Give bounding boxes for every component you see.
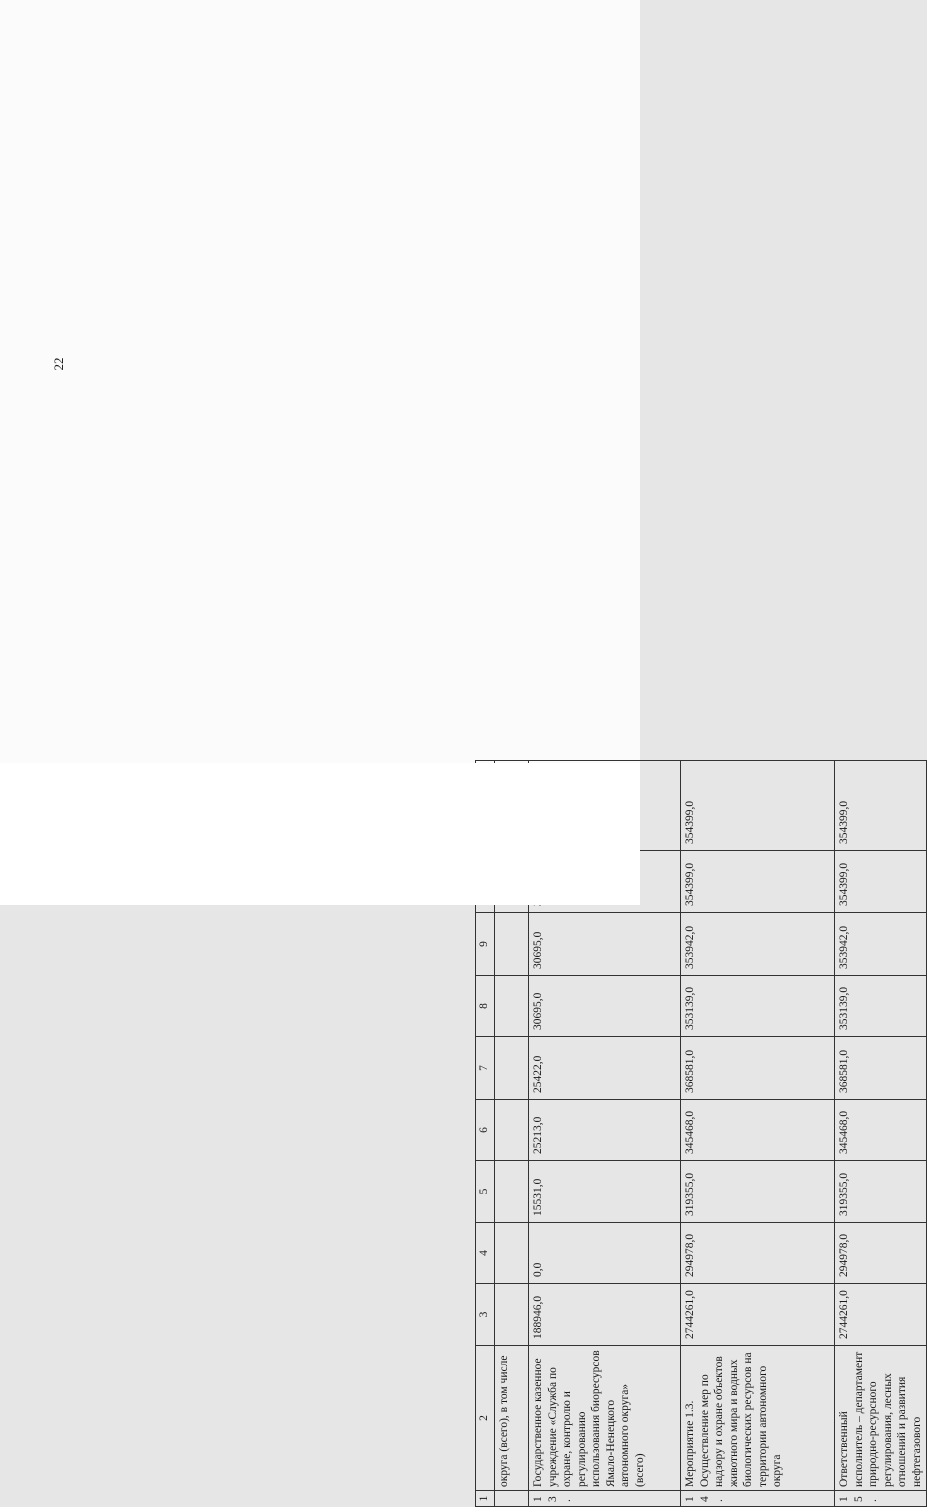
page-number: 22 [51,357,66,371]
value-cell: 2744261,0 [681,1284,835,1346]
table-row [835,761,927,1507]
value-cell: 345468,0 [681,1100,835,1161]
row-number: 14. [681,1491,835,1507]
row-number: 13. [529,1491,681,1507]
value-cell [495,1037,529,1100]
value-cell: 354399,0 [835,761,927,851]
value-cell [495,913,529,976]
value-cell [495,976,529,1037]
value-cell: 2744261,0 [835,1284,927,1346]
row-number: 15. [835,1491,927,1507]
value-cell: 319355,0 [835,1161,927,1223]
value-cell: 294978,0 [835,1223,927,1284]
value-cell: 294978,0 [681,1223,835,1284]
value-cell: 30695,0 [529,976,681,1037]
value-cell: 188946,0 [529,1284,681,1346]
col-header: 5 [476,1161,495,1223]
col-header: 6 [476,1100,495,1161]
value-cell: 353139,0 [681,976,835,1037]
value-cell: 15531,0 [529,1161,681,1223]
col-header: 3 [476,1284,495,1346]
row-name: Государственное казенное учреждение «Служба по охране, контролю и регулированию использования биоресурсов Ямало-Ненецкого автономного округа» (всего) [529,1346,681,1491]
row-name: Мероприятие 1.3. Осуществление мер по надзору и охране объектов животного мира и водных биологических ресурсов на территории автономного округа [681,1346,835,1491]
value-cell [495,1161,529,1223]
value-cell: 353942,0 [681,913,835,976]
value-cell [495,1223,529,1284]
value-cell: 354399,0 [681,761,835,851]
col-header: 7 [476,1037,495,1100]
value-cell [495,1100,529,1161]
row-name: Ответственный исполнитель – департамент природно-ресурсного регулирования, лесных отношений и развития нефтегазового [835,1346,927,1491]
col-header: 9 [476,913,495,976]
row-number [495,1491,529,1507]
value-cell: 353942,0 [835,913,927,976]
col-header: 4 [476,1223,495,1284]
value-cell: 25213,0 [529,1100,681,1161]
value-cell: 353139,0 [835,976,927,1037]
blank-area [0,763,640,905]
value-cell [495,1284,529,1346]
col-header: 1 [476,1491,495,1507]
table-row [681,761,835,1507]
value-cell: 319355,0 [681,1161,835,1223]
value-cell: 30695,0 [529,913,681,976]
value-cell: 368581,0 [681,1037,835,1100]
col-header: 2 [476,1346,495,1491]
value-cell: 345468,0 [835,1100,927,1161]
value-cell: 354399,0 [835,851,927,913]
col-header: 8 [476,976,495,1037]
row-name: округа (всего), в том числе [495,1346,529,1491]
value-cell: 368581,0 [835,1037,927,1100]
value-cell: 0,0 [529,1223,681,1284]
value-cell: 354399,0 [681,851,835,913]
value-cell: 25422,0 [529,1037,681,1100]
